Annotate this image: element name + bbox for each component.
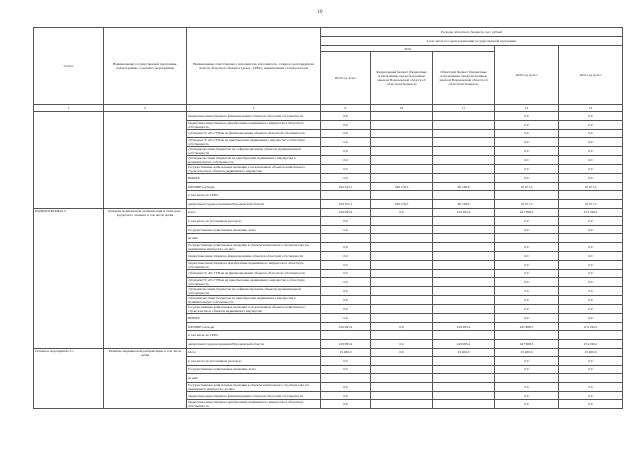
header-federal: Федеральный бюджет (бюджетные ассигнования, предусмотренные законом Воронежской области об областном бюджете) — [371, 52, 433, 105]
row-value: 194 325,1 — [321, 182, 371, 191]
row-value — [371, 234, 433, 243]
row-value — [433, 234, 495, 243]
row-value — [321, 234, 371, 243]
row-value: 0,0 — [559, 112, 623, 121]
header-regional: Областной бюджет (бюджетные ассигнования, предусмотренные законом Воронежской области об областном бюджете) — [433, 52, 495, 105]
row-value: 0,0 — [495, 217, 559, 226]
row-value: 419 095,4 — [321, 322, 371, 331]
column-index: 3 — [187, 105, 321, 112]
row-value — [371, 217, 433, 226]
row-value: 474 196,2 — [559, 322, 623, 331]
row-value: 0,0 — [495, 400, 559, 409]
column-index: 9 — [321, 105, 371, 112]
row-value — [371, 251, 433, 260]
row-value — [433, 382, 495, 391]
row-value: 0,0 — [559, 260, 623, 269]
row-value — [371, 138, 433, 147]
row-value: 0,0 — [559, 278, 623, 287]
table-row — [34, 348, 623, 357]
row-value: 0,0 — [495, 242, 559, 251]
row-value — [321, 374, 371, 383]
header-2020: 2020 год, всего — [495, 46, 559, 105]
row-value: 0,0 — [559, 138, 623, 147]
row-value — [371, 374, 433, 383]
row-value — [559, 374, 623, 383]
row-value — [371, 165, 433, 174]
row-value: 0,0 — [559, 365, 623, 374]
row-value — [371, 156, 433, 165]
row-value: 0,0 — [559, 296, 623, 305]
row-source: всего — [187, 208, 321, 217]
row-value: 0,0 — [321, 251, 371, 260]
header-year-2019: 2019 — [321, 46, 495, 52]
row-value — [371, 174, 433, 183]
row-value — [433, 305, 495, 314]
row-value — [371, 357, 433, 366]
row-value — [433, 269, 495, 278]
row-value: 0,0 — [495, 287, 559, 296]
row-value: 0,0 — [495, 225, 559, 234]
row-value: 0,0 — [321, 296, 371, 305]
row-value: 0,0 — [321, 382, 371, 391]
row-value: 19 071,5 — [495, 182, 559, 191]
row-source: бюджетные инвестиции на приобретение недвижимого имущества в областную собственность — [187, 400, 321, 409]
row-value — [433, 391, 495, 400]
page-number: 10 — [317, 10, 323, 15]
header-budget-group: Расходы областного бюджета, тыс. рублей — [321, 28, 623, 37]
row-value — [495, 191, 559, 200]
row-value: 0,0 — [495, 382, 559, 391]
row-value: 447 868,3 — [495, 322, 559, 331]
row-value: 60 148,6 — [433, 182, 495, 191]
row-value: 0,0 — [559, 147, 623, 156]
row-value — [433, 165, 495, 174]
row-source: бюджетные инвестиции на финансирование объектов областной собственности — [187, 112, 321, 121]
row-value — [433, 242, 495, 251]
row-value — [433, 225, 495, 234]
row-value — [433, 365, 495, 374]
row-value — [371, 305, 433, 314]
row-source: департамент здравоохранения Воронежской области — [187, 339, 321, 348]
row-value: 0,0 — [321, 138, 371, 147]
row-source: из них: — [187, 234, 321, 243]
row-value — [433, 374, 495, 383]
row-value: 0,0 — [559, 269, 623, 278]
row-value — [433, 156, 495, 165]
row-source: бюджетные инвестиции на приобретение недвижимого имущества в областную собственность — [187, 260, 321, 269]
row-source: бюджетные инвестиции на приобретение недвижимого имущества в областную собственность — [187, 120, 321, 129]
row-value — [371, 287, 433, 296]
row-program — [104, 112, 187, 209]
row-value — [371, 365, 433, 374]
header-2019-total: 2019 год, всего — [321, 52, 371, 105]
row-value: 0,0 — [559, 242, 623, 251]
row-value: 0,0 — [559, 287, 623, 296]
row-value: 0,0 — [559, 357, 623, 366]
row-value: 0,0 — [495, 391, 559, 400]
row-value — [371, 382, 433, 391]
row-value — [371, 112, 433, 121]
row-value — [433, 357, 495, 366]
row-value: 0,0 — [321, 147, 371, 156]
row-value: 474 196,2 — [559, 208, 623, 217]
row-value: 0,0 — [559, 174, 623, 183]
row-value: 0,0 — [321, 287, 371, 296]
row-value — [559, 331, 623, 340]
row-value — [321, 191, 371, 200]
table-row — [34, 112, 623, 121]
row-value: 0,0 — [495, 120, 559, 129]
row-value — [371, 331, 433, 340]
row-value: 0,0 — [559, 156, 623, 165]
row-source: ПРОЧИЕ расходы — [187, 182, 321, 191]
row-value: 0,0 — [559, 225, 623, 234]
column-index: 2 — [104, 105, 187, 112]
row-source: всего — [187, 348, 321, 357]
row-value: 447 868,3 — [495, 208, 559, 217]
row-value — [433, 112, 495, 121]
row-source: субсидии местным бюджетам на приобретение недвижимого имущества в муниципальную собственность — [187, 156, 321, 165]
row-value — [371, 242, 433, 251]
row-value: 19 071,5 — [495, 199, 559, 208]
row-source: Государственные капитальные вложения за исключением объектов капитального строительства и объектов недвижимого имущества — [187, 165, 321, 174]
row-value: 0,0 — [559, 129, 623, 138]
row-value — [433, 174, 495, 183]
row-value: 0,0 — [321, 269, 371, 278]
row-value: 0,0 — [495, 278, 559, 287]
row-value: 0,0 — [559, 400, 623, 409]
row-value — [433, 278, 495, 287]
row-value: 419 095,4 — [321, 208, 371, 217]
row-value: 0,0 — [321, 400, 371, 409]
row-value — [433, 191, 495, 200]
row-value: 0,0 — [321, 365, 371, 374]
row-value: 0,0 — [321, 217, 371, 226]
header-budget-subgroup: в том числе по годам реализации государственной программы — [321, 37, 623, 46]
row-value: 0,0 — [559, 120, 623, 129]
row-value: 0,0 — [495, 365, 559, 374]
row-value: 419 095,4 — [433, 339, 495, 348]
row-value: 0,0 — [495, 147, 559, 156]
row-value: 0,0 — [495, 269, 559, 278]
row-value: 0,0 — [371, 348, 433, 357]
row-source: субсидии местным бюджетам на софинансирование объектов муниципальной собственности — [187, 147, 321, 156]
row-source: субсидии ГУ, АУ, ГУПам на финансирование объектов областной собственности — [187, 129, 321, 138]
row-value: 0,0 — [321, 225, 371, 234]
row-value — [495, 374, 559, 383]
row-value: 0,0 — [321, 357, 371, 366]
row-value: 0,0 — [495, 357, 559, 366]
row-value — [433, 331, 495, 340]
row-source: Государственные капитальные вложения за исключением объектов капитального строительства и объектов недвижимого имущества — [187, 305, 321, 314]
row-value — [371, 129, 433, 138]
row-value: 0,0 — [559, 305, 623, 314]
row-value: 0,0 — [321, 165, 371, 174]
row-status: Основное мероприятие 5.1 — [34, 348, 104, 409]
row-value — [433, 260, 495, 269]
row-value: 23 400,0 — [495, 348, 559, 357]
row-value: 419 095,4 — [433, 208, 495, 217]
row-source: департамент здравоохранения Воронежской области — [187, 199, 321, 208]
row-value: 0,0 — [321, 242, 371, 251]
row-value: 419 095,4 — [321, 339, 371, 348]
row-source: субсидии ГУ, АУ, ГУПам на приобретение недвижимого имущества в областную собственность — [187, 278, 321, 287]
row-value: 0,0 — [321, 278, 371, 287]
row-value: 0,0 — [321, 391, 371, 400]
row-value: 23 400,0 — [559, 348, 623, 357]
row-value: 19 071,5 — [559, 182, 623, 191]
row-value: 0,0 — [559, 165, 623, 174]
row-value: 0,0 — [371, 322, 433, 331]
column-index: 10 — [371, 105, 433, 112]
budget-table — [33, 27, 623, 409]
row-value: 0,0 — [321, 174, 371, 183]
row-value: 60 148,6 — [433, 199, 495, 208]
row-value: 0,0 — [495, 174, 559, 183]
row-value: 0,0 — [495, 305, 559, 314]
row-source: субсидии местным бюджетам на софинансирование объектов муниципальной собственности — [187, 287, 321, 296]
row-value — [371, 260, 433, 269]
row-value: 0,0 — [495, 251, 559, 260]
row-value — [433, 217, 495, 226]
row-value — [433, 129, 495, 138]
header-index-row — [34, 105, 623, 112]
row-source: Государственные капитальные вложения, всего — [187, 365, 321, 374]
row-value: 0,0 — [495, 314, 559, 323]
row-value: 0,0 — [559, 217, 623, 226]
row-value: 0,0 — [495, 138, 559, 147]
row-value: 0,0 — [321, 156, 371, 165]
row-source: Государственные капитальные вложения, всего — [187, 225, 321, 234]
row-value: 0,0 — [321, 112, 371, 121]
column-index: 12 — [495, 105, 559, 112]
row-source: НИОКР — [187, 314, 321, 323]
row-value — [371, 147, 433, 156]
row-source: Государственные капитальные вложения в объекты капитального строительства и в недвижимое имущество, из них: — [187, 242, 321, 251]
row-source: ПРОЧИЕ расходы — [187, 322, 321, 331]
row-value: 23 400,0 — [433, 348, 495, 357]
row-value: 0,0 — [495, 260, 559, 269]
header-program: Наименование государственной программы, подпрограммы, основного мероприятия — [104, 28, 187, 105]
row-status — [34, 112, 104, 209]
row-value — [433, 314, 495, 323]
row-source: в том числе по ГРБС: — [187, 191, 321, 200]
row-value — [433, 287, 495, 296]
row-value: 0,0 — [559, 251, 623, 260]
row-value — [371, 314, 433, 323]
row-value: 0,0 — [559, 314, 623, 323]
row-value: 0,0 — [559, 391, 623, 400]
header-2021: 2021 год, всего — [559, 46, 623, 105]
row-value: 0,0 — [495, 296, 559, 305]
header-source: Наименование ответственного исполнителя, исполнителя - главного распорядителя средств областного бюджета (далее - ГРБС), наименование статей расходов — [187, 28, 321, 105]
row-value — [371, 400, 433, 409]
row-value: 0,0 — [321, 129, 371, 138]
row-status: ПОДПРОГРАММА 5 — [34, 208, 104, 348]
row-value: 0,0 — [495, 129, 559, 138]
row-value — [433, 147, 495, 156]
row-value — [433, 120, 495, 129]
row-value: 194 325,1 — [321, 199, 371, 208]
row-program: Развитие медицинской реабилитации, в том числе детям — [104, 348, 187, 409]
row-source: Государственные капитальные вложения в объекты капитального строительства и в недвижимое имущество, из них: — [187, 382, 321, 391]
row-value — [371, 296, 433, 305]
row-value — [371, 120, 433, 129]
row-value: 0,0 — [321, 260, 371, 269]
row-value: 19 071,5 — [559, 199, 623, 208]
row-value: 0,0 — [495, 156, 559, 165]
row-value: 189 176,5 — [371, 199, 433, 208]
header-status: Статус — [34, 28, 104, 105]
row-value — [371, 391, 433, 400]
row-value — [559, 234, 623, 243]
row-value: 0,0 — [371, 339, 433, 348]
row-source: в том числе по ГРБС: — [187, 331, 321, 340]
row-source: НИОКР — [187, 174, 321, 183]
row-value — [433, 251, 495, 260]
row-value — [371, 269, 433, 278]
row-source: в том числе по источникам расходов: — [187, 217, 321, 226]
column-index: 13 — [559, 105, 623, 112]
row-program: Развитие медицинской реабилитации и санаторно-курортного лечения, в том числе детям — [104, 208, 187, 348]
row-source: субсидии ГУ, АУ, ГУПам на приобретение недвижимого имущества в областную собственность — [187, 138, 321, 147]
row-value: 0,0 — [321, 120, 371, 129]
row-value: 0,0 — [495, 112, 559, 121]
row-value — [495, 234, 559, 243]
row-value — [495, 331, 559, 340]
row-value — [433, 296, 495, 305]
row-value — [433, 138, 495, 147]
row-value: 447 868,3 — [495, 339, 559, 348]
row-value: 474 196,2 — [559, 339, 623, 348]
row-value — [433, 400, 495, 409]
row-source: в том числе по источникам расходов: — [187, 357, 321, 366]
row-value — [321, 331, 371, 340]
row-source: субсидии местным бюджетам на приобретение недвижимого имущества в муниципальную собственность — [187, 296, 321, 305]
table-row — [34, 208, 623, 217]
column-index: 1 — [34, 105, 104, 112]
row-value: 0,0 — [321, 314, 371, 323]
row-value: 0,0 — [559, 382, 623, 391]
row-value: 0,0 — [495, 165, 559, 174]
row-value — [371, 278, 433, 287]
row-value: 189 176,5 — [371, 182, 433, 191]
row-source: бюджетные инвестиции на финансирование объектов областной собственности — [187, 391, 321, 400]
row-source: субсидии ГУ, АУ, ГУПам на финансирование объектов областной собственности — [187, 269, 321, 278]
row-value: 419 095,4 — [433, 322, 495, 331]
row-value: 0,0 — [321, 305, 371, 314]
row-value — [559, 191, 623, 200]
row-value: 23 400,0 — [321, 348, 371, 357]
row-source: из них: — [187, 374, 321, 383]
row-value — [371, 225, 433, 234]
row-value: 0,0 — [371, 208, 433, 217]
row-value — [371, 191, 433, 200]
column-index: 11 — [433, 105, 495, 112]
row-source: бюджетные инвестиции на финансирование объектов областной собственности — [187, 251, 321, 260]
